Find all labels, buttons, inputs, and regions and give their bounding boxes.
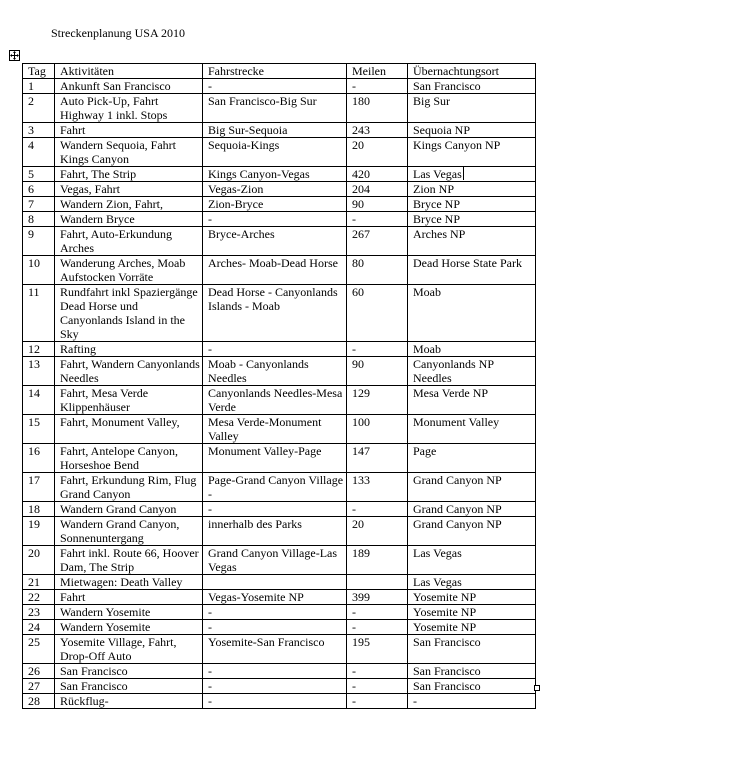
cell-meilen[interactable]: 420 — [347, 167, 408, 182]
cell-tag[interactable]: 11 — [23, 285, 55, 342]
table-row — [23, 575, 536, 590]
cell-tag[interactable]: 21 — [23, 575, 55, 590]
table-row — [23, 94, 536, 123]
table-row — [23, 285, 536, 342]
table-row — [23, 546, 536, 575]
cell-fahrstrecke[interactable]: Dead Horse - Canyonlands Islands - Moab — [203, 285, 347, 342]
cell-fahrstrecke[interactable]: Arches- Moab-Dead Horse — [203, 256, 347, 285]
header-uebernachtungsort[interactable]: Übernachtungsort — [408, 64, 536, 79]
table-row — [23, 502, 536, 517]
cell-tag[interactable]: 5 — [23, 167, 55, 182]
cell-tag[interactable]: 7 — [23, 197, 55, 212]
cell-meilen[interactable]: 90 — [347, 357, 408, 386]
cell-aktivitaeten[interactable]: San Francisco — [55, 664, 203, 679]
cell-uebernachtungsort[interactable]: Las Vegas — [408, 575, 536, 590]
cell-tag[interactable]: 12 — [23, 342, 55, 357]
cell-tag[interactable]: 8 — [23, 212, 55, 227]
cell-meilen[interactable]: 20 — [347, 517, 408, 546]
header-fahrstrecke[interactable]: Fahrstrecke — [203, 64, 347, 79]
cell-aktivitaeten[interactable]: Mietwagen: Death Valley — [55, 575, 203, 590]
table-row — [23, 138, 536, 167]
cell-aktivitaeten[interactable]: Rundfahrt inkl Spaziergänge Dead Horse und Canyonlands Island in the Sky — [55, 285, 203, 342]
table-header — [23, 64, 536, 79]
table-move-handle-icon[interactable] — [9, 50, 20, 61]
cell-meilen[interactable]: - — [347, 342, 408, 357]
cell-tag[interactable]: 24 — [23, 620, 55, 635]
cell-aktivitaeten[interactable]: Wandern Yosemite — [55, 605, 203, 620]
cell-uebernachtungsort[interactable]: Big Sur — [408, 94, 536, 123]
cell-uebernachtungsort[interactable]: Bryce NP — [408, 212, 536, 227]
cell-fahrstrecke[interactable]: Yosemite-San Francisco — [203, 635, 347, 664]
cell-fahrstrecke[interactable]: - — [203, 342, 347, 357]
cell-uebernachtungsort[interactable]: San Francisco — [408, 679, 536, 694]
cell-uebernachtungsort[interactable]: San Francisco — [408, 635, 536, 664]
cell-uebernachtungsort[interactable]: Sequoia NP — [408, 123, 536, 138]
cell-uebernachtungsort[interactable]: Kings Canyon NP — [408, 138, 536, 167]
cell-aktivitaeten[interactable]: Wandern Sequoia, Fahrt Kings Canyon — [55, 138, 203, 167]
cell-uebernachtungsort[interactable]: Grand Canyon NP — [408, 517, 536, 546]
cell-tag[interactable]: 17 — [23, 473, 55, 502]
cell-fahrstrecke[interactable]: - — [203, 605, 347, 620]
cell-aktivitaeten[interactable]: Fahrt, Monument Valley, — [55, 415, 203, 444]
table-row — [23, 197, 536, 212]
table-row — [23, 605, 536, 620]
cell-fahrstrecke[interactable]: Mesa Verde-Monument Valley — [203, 415, 347, 444]
table-row — [23, 694, 536, 709]
cell-uebernachtungsort[interactable]: San Francisco — [408, 79, 536, 94]
table-row — [23, 357, 536, 386]
cell-meilen[interactable]: 399 — [347, 590, 408, 605]
cell-aktivitaeten[interactable]: Wandern Yosemite — [55, 620, 203, 635]
cell-tag[interactable]: 9 — [23, 227, 55, 256]
cell-aktivitaeten[interactable]: Auto Pick-Up, Fahrt Highway 1 inkl. Stops — [55, 94, 203, 123]
cell-aktivitaeten[interactable]: Wandern Grand Canyon — [55, 502, 203, 517]
table-row — [23, 167, 536, 182]
cell-fahrstrecke[interactable]: Canyonlands Needles-Mesa Verde — [203, 386, 347, 415]
cell-aktivitaeten[interactable]: Fahrt, Auto-Erkundung Arches — [55, 227, 203, 256]
cell-uebernachtungsort[interactable]: Dead Horse State Park — [408, 256, 536, 285]
text-cursor — [463, 167, 464, 180]
cell-aktivitaeten[interactable]: Fahrt, Erkundung Rim, Flug Grand Canyon — [55, 473, 203, 502]
cell-meilen[interactable]: 243 — [347, 123, 408, 138]
cell-aktivitaeten[interactable]: Fahrt inkl. Route 66, Hoover Dam, The Strip — [55, 546, 203, 575]
cell-tag[interactable]: 18 — [23, 502, 55, 517]
cell-uebernachtungsort[interactable]: San Francisco — [408, 664, 536, 679]
cell-tag[interactable]: 13 — [23, 357, 55, 386]
cell-fahrstrecke[interactable]: - — [203, 212, 347, 227]
cell-tag[interactable]: 25 — [23, 635, 55, 664]
table-row — [23, 590, 536, 605]
cell-aktivitaeten[interactable]: Fahrt — [55, 590, 203, 605]
cell-tag[interactable]: 26 — [23, 664, 55, 679]
cell-fahrstrecke[interactable]: Vegas-Zion — [203, 182, 347, 197]
cell-uebernachtungsort[interactable]: Arches NP — [408, 227, 536, 256]
cell-meilen[interactable]: 180 — [347, 94, 408, 123]
cell-fahrstrecke[interactable]: - — [203, 664, 347, 679]
cell-meilen[interactable]: 133 — [347, 473, 408, 502]
cell-uebernachtungsort[interactable]: Grand Canyon NP — [408, 473, 536, 502]
cell-tag[interactable]: 3 — [23, 123, 55, 138]
document-title: Streckenplanung USA 2010 — [51, 26, 185, 40]
cell-fahrstrecke[interactable]: Monument Valley-Page — [203, 444, 347, 473]
cell-meilen[interactable]: - — [347, 664, 408, 679]
cell-tag[interactable]: 14 — [23, 386, 55, 415]
table-row — [23, 342, 536, 357]
cell-fahrstrecke[interactable]: - — [203, 679, 347, 694]
cell-tag[interactable]: 28 — [23, 694, 55, 709]
cell-aktivitaeten[interactable]: Wandern Grand Canyon, Sonnenuntergang — [55, 517, 203, 546]
cell-fahrstrecke[interactable]: - — [203, 620, 347, 635]
header-row — [23, 64, 536, 79]
cell-fahrstrecke[interactable]: Zion-Bryce — [203, 197, 347, 212]
cell-fahrstrecke[interactable] — [203, 575, 347, 590]
header-meilen[interactable]: Meilen — [347, 64, 408, 79]
cell-aktivitaeten[interactable]: Wandern Zion, Fahrt, — [55, 197, 203, 212]
table-row — [23, 517, 536, 546]
cell-aktivitaeten[interactable]: Vegas, Fahrt — [55, 182, 203, 197]
table-row — [23, 664, 536, 679]
table-row — [23, 635, 536, 664]
table-row — [23, 444, 536, 473]
cell-uebernachtungsort[interactable]: Canyonlands NP Needles — [408, 357, 536, 386]
cell-meilen[interactable] — [347, 575, 408, 590]
cell-meilen[interactable]: 195 — [347, 635, 408, 664]
four-arrows-move-icon — [10, 51, 19, 60]
cell-aktivitaeten[interactable]: Fahrt, Antelope Canyon, Horseshoe Bend — [55, 444, 203, 473]
cell-tag[interactable]: 15 — [23, 415, 55, 444]
table-row — [23, 182, 536, 197]
cell-meilen[interactable]: - — [347, 502, 408, 517]
cell-meilen[interactable]: 267 — [347, 227, 408, 256]
cell-tag[interactable]: 4 — [23, 138, 55, 167]
table-row — [23, 123, 536, 138]
cell-fahrstrecke[interactable]: Sequoia-Kings — [203, 138, 347, 167]
cell-fahrstrecke[interactable]: - — [203, 502, 347, 517]
cell-tag[interactable]: 2 — [23, 94, 55, 123]
header-aktivitaeten[interactable]: Aktivitäten — [55, 64, 203, 79]
cell-fahrstrecke[interactable]: Vegas-Yosemite NP — [203, 590, 347, 605]
cell-meilen[interactable]: 189 — [347, 546, 408, 575]
cell-uebernachtungsort[interactable]: Monument Valley — [408, 415, 536, 444]
route-table — [22, 63, 536, 709]
cell-tag[interactable]: 20 — [23, 546, 55, 575]
cell-aktivitaeten[interactable]: Rafting — [55, 342, 203, 357]
cell-uebernachtungsort[interactable]: Mesa Verde NP — [408, 386, 536, 415]
cell-aktivitaeten[interactable]: Wanderung Arches, Moab Aufstocken Vorräte — [55, 256, 203, 285]
table-row — [23, 679, 536, 694]
cell-uebernachtungsort[interactable]: Grand Canyon NP — [408, 502, 536, 517]
cell-fahrstrecke[interactable]: Moab - Canyonlands Needles — [203, 357, 347, 386]
cell-tag[interactable]: 1 — [23, 79, 55, 94]
cell-meilen[interactable]: 147 — [347, 444, 408, 473]
table-resize-handle-icon[interactable] — [534, 685, 540, 691]
cell-aktivitaeten[interactable]: Wandern Bryce — [55, 212, 203, 227]
cell-meilen[interactable]: 80 — [347, 256, 408, 285]
cell-fahrstrecke[interactable]: Kings Canyon-Vegas — [203, 167, 347, 182]
cell-aktivitaeten[interactable]: Yosemite Village, Fahrt, Drop-Off Auto — [55, 635, 203, 664]
cell-fahrstrecke[interactable]: innerhalb des Parks — [203, 517, 347, 546]
table-row — [23, 415, 536, 444]
cell-tag[interactable]: 19 — [23, 517, 55, 546]
cell-tag[interactable]: 22 — [23, 590, 55, 605]
cell-aktivitaeten[interactable]: Fahrt, The Strip — [55, 167, 203, 182]
table-row — [23, 473, 536, 502]
cell-fahrstrecke[interactable]: - — [203, 694, 347, 709]
cell-fahrstrecke[interactable]: Bryce-Arches — [203, 227, 347, 256]
cell-fahrstrecke[interactable]: - — [203, 79, 347, 94]
cell-aktivitaeten[interactable]: Fahrt, Wandern Canyonlands Needles — [55, 357, 203, 386]
cell-aktivitaeten[interactable]: Ankunft San Francisco — [55, 79, 203, 94]
cell-uebernachtungsort[interactable]: Las Vegas — [408, 167, 536, 182]
cell-tag[interactable]: 27 — [23, 679, 55, 694]
cell-meilen[interactable]: 100 — [347, 415, 408, 444]
cell-aktivitaeten[interactable]: Rückflug- — [55, 694, 203, 709]
table-row — [23, 79, 536, 94]
cell-uebernachtungsort[interactable]: Yosemite NP — [408, 590, 536, 605]
cell-aktivitaeten[interactable]: Fahrt, Mesa Verde Klippenhäuser — [55, 386, 203, 415]
cell-uebernachtungsort[interactable]: Las Vegas — [408, 546, 536, 575]
cell-fahrstrecke[interactable]: Page-Grand Canyon Village - — [203, 473, 347, 502]
table-row — [23, 256, 536, 285]
cell-uebernachtungsort[interactable]: Moab — [408, 285, 536, 342]
cell-meilen[interactable]: 20 — [347, 138, 408, 167]
cell-meilen[interactable]: - — [347, 212, 408, 227]
cell-meilen[interactable]: 204 — [347, 182, 408, 197]
cell-uebernachtungsort[interactable]: Bryce NP — [408, 197, 536, 212]
cell-meilen[interactable]: - — [347, 679, 408, 694]
cell-tag[interactable]: 16 — [23, 444, 55, 473]
cell-aktivitaeten[interactable]: Fahrt — [55, 123, 203, 138]
cell-fahrstrecke[interactable]: Big Sur-Sequoia — [203, 123, 347, 138]
table-row — [23, 386, 536, 415]
cell-uebernachtungsort[interactable]: - — [408, 694, 536, 709]
cell-uebernachtungsort[interactable]: Yosemite NP — [408, 620, 536, 635]
cell-aktivitaeten[interactable]: San Francisco — [55, 679, 203, 694]
header-tag[interactable]: Tag — [23, 64, 55, 79]
table-row — [23, 620, 536, 635]
table-row — [23, 227, 536, 256]
cell-meilen[interactable]: 90 — [347, 197, 408, 212]
cell-meilen[interactable]: - — [347, 694, 408, 709]
cell-fahrstrecke[interactable]: Grand Canyon Village-Las Vegas — [203, 546, 347, 575]
cell-uebernachtungsort[interactable]: Yosemite NP — [408, 605, 536, 620]
cell-meilen[interactable]: 129 — [347, 386, 408, 415]
cell-meilen[interactable]: 60 — [347, 285, 408, 342]
cell-tag[interactable]: 23 — [23, 605, 55, 620]
cell-uebernachtungsort[interactable]: Moab — [408, 342, 536, 357]
cell-meilen[interactable]: - — [347, 79, 408, 94]
cell-fahrstrecke[interactable]: San Francisco-Big Sur — [203, 94, 347, 123]
cell-tag[interactable]: 6 — [23, 182, 55, 197]
cell-tag[interactable]: 10 — [23, 256, 55, 285]
cell-meilen[interactable]: - — [347, 620, 408, 635]
cell-meilen[interactable]: - — [347, 605, 408, 620]
cell-uebernachtungsort[interactable]: Zion NP — [408, 182, 536, 197]
table-body — [23, 79, 536, 709]
cell-uebernachtungsort[interactable]: Page — [408, 444, 536, 473]
table-row — [23, 212, 536, 227]
